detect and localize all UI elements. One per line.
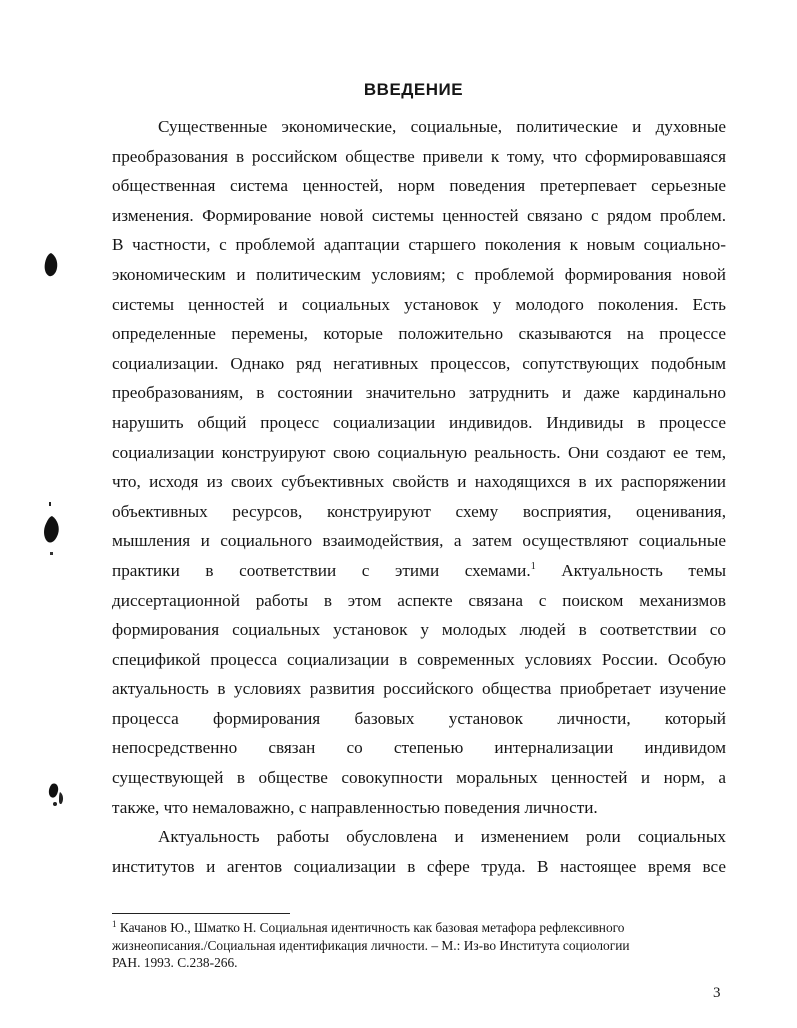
text-line: нарушить общий процесс социализации индивидов. Индивиды в процессе (112, 412, 726, 432)
text-line: экономическим и политическим условиям; с проблемой формирования новой (112, 264, 726, 284)
text-line: определенные перемены, которые положительно сказываются на процессе (112, 324, 726, 344)
text-line: мышления и социального взаимодействия, а затем осуществляют социальные (112, 531, 726, 551)
footnote-divider (112, 913, 290, 914)
footnote-text: Качанов Ю., Шматко Н. Социальная идентичность как базовая метафора рефлексивного (119, 920, 625, 935)
text-line: диссертационной работы в этом аспекте связана с поиском механизмов (112, 590, 726, 610)
text-line: социализации конструируют свою социальную реальность. Они создают ее тем, (112, 442, 726, 462)
text-line: институтов и агентов социализации в сфере труда. В настоящее время все (112, 856, 726, 876)
text-line: также, что немаловажно, с направленностью поведения личности. (112, 797, 598, 817)
footnote (112, 919, 726, 972)
text-line: актуальность в условиях развития российского общества приобретает изучение (112, 679, 726, 699)
footnote-number: 1 (112, 919, 117, 929)
footnote-line (112, 919, 726, 937)
page-title: ВВЕДЕНИЕ (363, 80, 464, 99)
text-line: изменения. Формирование новой системы ценностей связано с рядом проблем. (112, 205, 726, 225)
text-line: общественная система ценностей, норм поведения претерпевает серьезные (112, 176, 726, 196)
text-line: непосредственно связан со степенью интернализации индивидом (112, 738, 726, 758)
page-number: 3 (713, 985, 721, 1001)
text-line: Существенные экономические, социальные, политические и духовные (158, 117, 726, 136)
footnote-reference[interactable]: 1 (530, 560, 536, 572)
ink-blot-mark (44, 780, 68, 810)
text-line: процесса формирования базовых установок личности, который (112, 708, 726, 728)
text-fragment: практики в соответствии с этими схемами. (112, 560, 531, 580)
ink-blot-mark (42, 252, 60, 278)
text-line: преобразования в российском обществе привели к тому, что сформировавшаяся (112, 146, 726, 166)
footnote-line: РАН. 1993. С.238-266. (112, 955, 238, 970)
text-line: преобразованиям, в состоянии значительно затруднить и даже кардинально (112, 383, 726, 403)
text-line-with-footnote (112, 556, 726, 586)
text-line: социализации. Однако ряд негативных процессов, сопутствующих подобным (112, 353, 726, 373)
text-line: Актуальность работы обусловлена и изменением роли социальных (158, 827, 726, 847)
text-fragment: Актуальность темы (535, 560, 726, 580)
body-text (112, 112, 726, 881)
text-line: существующей в обществе совокупности моральных ценностей и норм, а (112, 768, 726, 788)
text-line: спецификой процесса социализации в современных условиях России. Особую (112, 649, 726, 669)
ink-blot-mark (40, 502, 64, 558)
text-line: системы ценностей и социальных установок у молодого поколения. Есть (112, 294, 726, 314)
text-line: объективных ресурсов, конструируют схему восприятия, оценивания, (112, 501, 726, 521)
text-line: формирования социальных установок у молодых людей в соответствии со (112, 620, 726, 640)
footnote-line: жизнеописания./Социальная идентификация личности. – М.: Из-во Института социологии (112, 937, 630, 953)
text-line: В частности, с проблемой адаптации старшего поколения к новым социально- (112, 235, 726, 255)
text-line: что, исходя из своих субъективных свойств и находящихся в их распоряжении (112, 472, 726, 492)
